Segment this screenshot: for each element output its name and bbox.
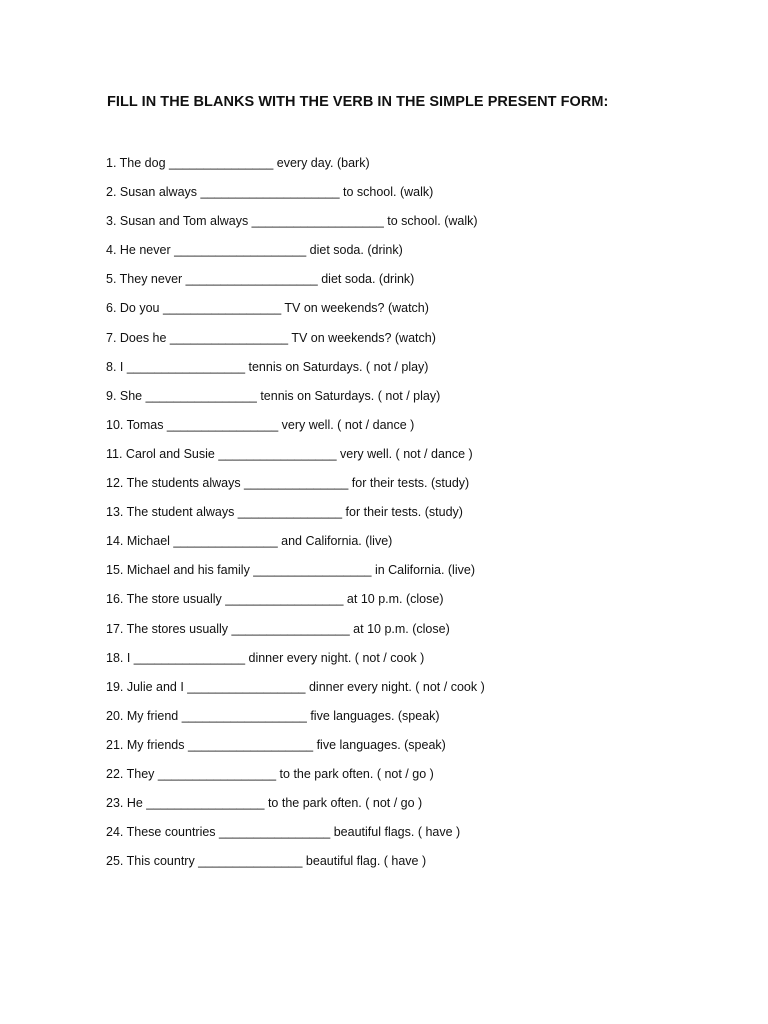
exercise-text: 13. The student always _______________ for their tests. (study): [106, 505, 463, 520]
exercise-text: 15. Michael and his family _________________ in California. (live): [106, 563, 475, 578]
exercise-item: [106, 269, 485, 298]
exercise-text: 6. Do you _________________ TV on weekends? (watch): [106, 301, 429, 316]
exercise-text: 16. The store usually _________________ at 10 p.m. (close): [106, 592, 444, 607]
exercise-text: 12. The students always _______________ for their tests. (study): [106, 476, 470, 491]
exercise-item: [106, 764, 485, 793]
exercise-item: [106, 153, 485, 182]
exercise-item: [106, 793, 485, 822]
exercise-item: [106, 619, 485, 648]
exercise-text: 23. He _________________ to the park often. ( not / go ): [106, 796, 423, 811]
exercise-item: [106, 328, 485, 357]
exercise-text: 4. He never ___________________ diet soda. (drink): [106, 243, 403, 258]
exercise-text: 19. Julie and I _________________ dinner every night. ( not / cook ): [106, 679, 485, 694]
exercise-text: 18. I ________________ dinner every night. ( not / cook ): [106, 650, 425, 665]
exercise-text: 21. My friends __________________ five languages. (speak): [106, 737, 446, 752]
exercise-text: 22. They _________________ to the park often. ( not / go ): [106, 766, 434, 781]
exercise-item: [106, 531, 485, 560]
exercise-item: [106, 851, 485, 880]
exercise-item: [106, 735, 485, 764]
exercise-text: 2. Susan always ____________________ to school. (walk): [106, 185, 434, 200]
exercise-text: 14. Michael _______________ and California. (live): [106, 534, 393, 549]
exercise-text: 20. My friend __________________ five languages. (speak): [106, 708, 440, 723]
exercise-item: [106, 502, 485, 531]
exercise-item: [106, 444, 485, 473]
exercise-item: [106, 677, 485, 706]
exercise-text: 8. I _________________ tennis on Saturdays. ( not / play): [106, 359, 429, 374]
exercise-text: 1. The dog _______________ every day. (bark): [106, 156, 370, 170]
exercise-text: 9. She ________________ tennis on Saturdays. ( not / play): [106, 388, 441, 403]
exercise-item: [106, 706, 485, 735]
exercise-item: [106, 240, 485, 269]
exercise-text: 17. The stores usually _________________ at 10 p.m. (close): [106, 621, 450, 636]
exercise-item: [106, 182, 485, 211]
exercise-item: [106, 822, 485, 851]
exercise-item: [106, 589, 485, 618]
exercise-text: 25. This country _______________ beautiful flag. ( have ): [106, 854, 427, 869]
exercise-item: [106, 357, 485, 386]
exercise-item: [106, 473, 485, 502]
exercise-text: 5. They never ___________________ diet soda. (drink): [106, 272, 415, 287]
exercise-text: 11. Carol and Susie _________________ very well. ( not / dance ): [106, 446, 473, 461]
worksheet-title: FILL IN THE BLANKS WITH THE VERB IN THE SIMPLE PRESENT FORM:: [107, 94, 609, 110]
exercise-list: [106, 153, 485, 880]
exercise-item: [106, 648, 485, 677]
exercise-item: [106, 415, 485, 444]
exercise-text: 3. Susan and Tom always ___________________ to school. (walk): [106, 214, 478, 229]
exercise-item: [106, 386, 485, 415]
exercise-item: [106, 298, 485, 327]
exercise-item: [106, 560, 485, 589]
exercise-text: 24. These countries ________________ beautiful flags. ( have ): [106, 825, 461, 840]
exercise-text: 7. Does he _________________ TV on weekends? (watch): [106, 330, 436, 345]
exercise-item: [106, 211, 485, 240]
exercise-text: 10. Tomas ________________ very well. ( not / dance ): [106, 417, 415, 432]
